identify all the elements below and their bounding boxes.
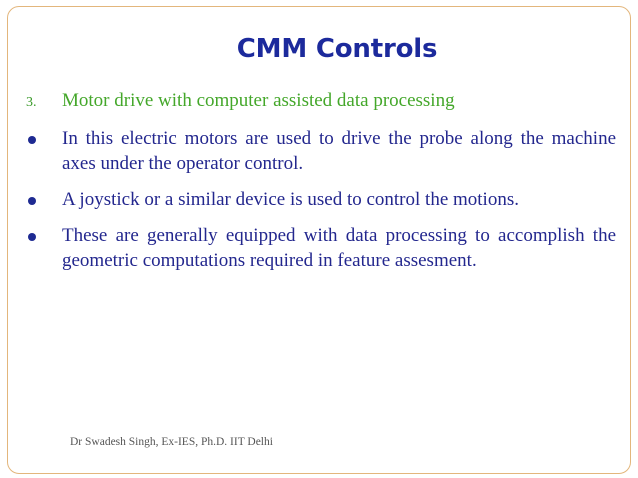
bullet-icon	[28, 136, 36, 144]
bullet-text: In this electric motors are used to drive the probe along the machine axes under the operator control.	[62, 128, 616, 174]
slide-footer: Dr Swadesh Singh, Ex-IES, Ph.D. IIT Delhi	[70, 436, 273, 448]
numbered-item	[26, 88, 616, 115]
item-number: 3.	[26, 95, 37, 110]
bullet-text: These are generally equipped with data processing to accomplish the geometric computations required in feature assesment.	[62, 225, 616, 271]
bullet-text: A joystick or a similar device is used to control the motions.	[62, 189, 519, 210]
numbered-item-text: Motor drive with computer assisted data processing	[62, 90, 455, 111]
bullet-item	[26, 223, 616, 273]
bullet-icon	[28, 233, 36, 241]
slide-content	[26, 88, 616, 284]
bullet-item	[26, 187, 616, 212]
bullet-item	[26, 126, 616, 176]
bullet-icon	[28, 197, 36, 205]
slide-title: CMM Controls	[236, 34, 438, 64]
